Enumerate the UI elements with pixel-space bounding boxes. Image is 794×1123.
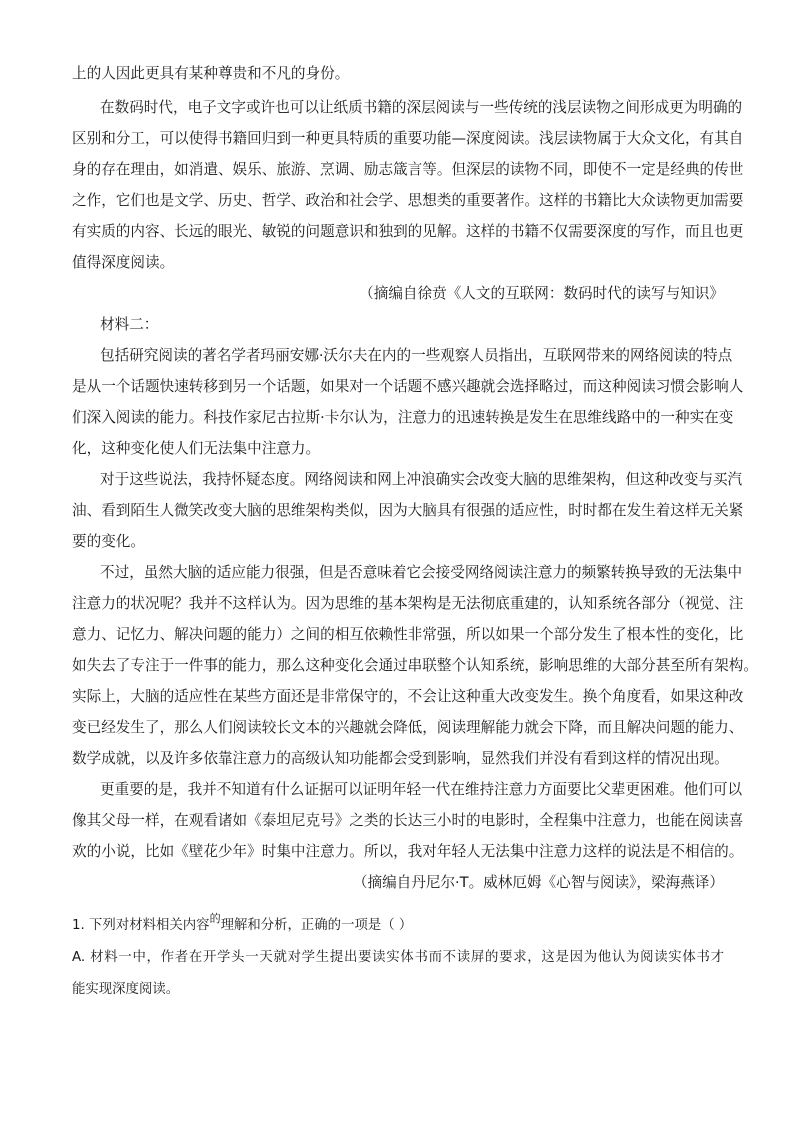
paragraph-line: 有实质的内容、长远的眼光、敏锐的问题意识和独到的见解。这样的书籍不仅需要深度的写作，而且也更 [72,223,744,240]
paragraph-line: 如失去了专注于一件事的能力，那么这种变化会通过串联整个认知系统，影响思维的大部分甚至所有架构。 [72,657,758,674]
option-a-line: A. 材料一中，作者在开学头一天就对学生提出要读实体书而不读屏的要求，这是因为他认为阅读实体书才 [72,950,724,965]
section-heading: 材料二： [100,316,159,333]
paragraph-line: 欢的小说，比如《壁花少年》时集中注意力。所以，我对年轻人无法集中注意力这样的说法是不相信的。 [72,843,744,860]
paragraph-line: 不过，虽然大脑的适应能力很强，但是否意味着它会接受网络阅读注意力的频繁转换导致的无法集中 [100,564,743,581]
question-stem-text: 1. 下列对材料相关内容 [72,918,210,933]
paragraph-line: 在数码时代，电子文字或许也可以让纸质书籍的深层阅读与一些传统的浅层读物之间形成更为明确的 [100,99,743,116]
question-stem-text: 理解和分析，正确的一项是（ ） [220,918,413,933]
paragraph-line: 上的人因此更具有某种尊贵和不凡的身份。 [72,65,350,82]
paragraph-line: 变已经发生了，那么人们阅读较长文本的兴趣就会降低，阅读理解能力就会下降，而且解决问题的能力、 [72,719,744,736]
paragraph-line: 身的存在理由，如消遣、娱乐、旅游、烹调、励志箴言等。但深层的读物不同，即使不一定是经典的传世 [72,161,744,178]
option-a-line: 能实现深度阅读。 [72,982,180,997]
source-citation: （摘编自丹尼尔·T。威林厄姆《心智与阅读》，梁海燕译） [352,874,724,891]
paragraph-line: 包括研究阅读的著名学者玛丽安娜·沃尔夫在内的一些观察人员指出，互联网带来的网络阅读的特点 [100,347,733,364]
paragraph-line: 实际上，大脑的适应性在某些方面还是非常保守的，不会让这种重大改变发生。换个角度看，如果这种改 [72,688,744,705]
paragraph-line: 油、看到陌生人微笑改变大脑的思维架构类似，因为大脑具有很强的适应性，时时都在发生着这样无关紧 [72,502,744,519]
paragraph-line: 像其父母一样，在观看诸如《泰坦尼克号》之类的长达三小时的电影时，全程集中注意力，也能在阅读喜 [72,812,744,829]
source-citation: （摘编自徐贲《人文的互联网：数码时代的读写与知识》 [359,285,724,302]
paragraph-line: 化，这种变化使人们无法集中注意力。 [72,440,321,457]
question-stem [72,912,724,936]
paragraph-line: 对于这些说法，我持怀疑态度。网络阅读和网上冲浪确实会改变大脑的思维架构，但这种改变与买汽 [100,471,743,488]
paragraph-line: 数学成就，以及许多依靠注意力的高级认知功能都会受到影响，显然我们并没有看到这样的情况出现。 [72,750,729,767]
paragraph-line: 值得深度阅读。 [72,254,175,271]
paragraph-line: 更重要的是，我并不知道有什么证据可以证明年轻一代在维持注意力方面要比父辈更困难。他们可以 [100,781,743,798]
paragraph-line: 注意力的状况呢？我并不这样认为。因为思维的基本架构是无法彻底重建的，认知系统各部分（视觉、注 [72,595,744,612]
paragraph-line: 是从一个话题快速转移到另一个话题，如果对一个话题不感兴趣就会选择略过，而这种阅读习惯会影响人 [72,378,744,395]
paragraph-line: 们深入阅读的能力。科技作家尼古拉斯·卡尔认为，注意力的迅速转换是发生在思维线路中的一种实在变 [72,409,734,426]
question-stem-superscript: 的 [209,912,221,925]
paragraph-line: 区别和分工，可以使得书籍回归到一种更具特质的重要功能—深度阅读。浅层读物属于大众文化，有其自 [72,130,744,147]
paragraph-line: 之作，它们也是文学、历史、哲学、政治和社会学、思想类的重要著作。这样的书籍比大众读物更加需要 [72,192,744,209]
paragraph-line: 意力、记忆力、解决问题的能力）之间的相互依赖性非常强，所以如果一个部分发生了根本性的变化，比 [72,626,744,643]
paragraph-line: 要的变化。 [72,533,145,550]
